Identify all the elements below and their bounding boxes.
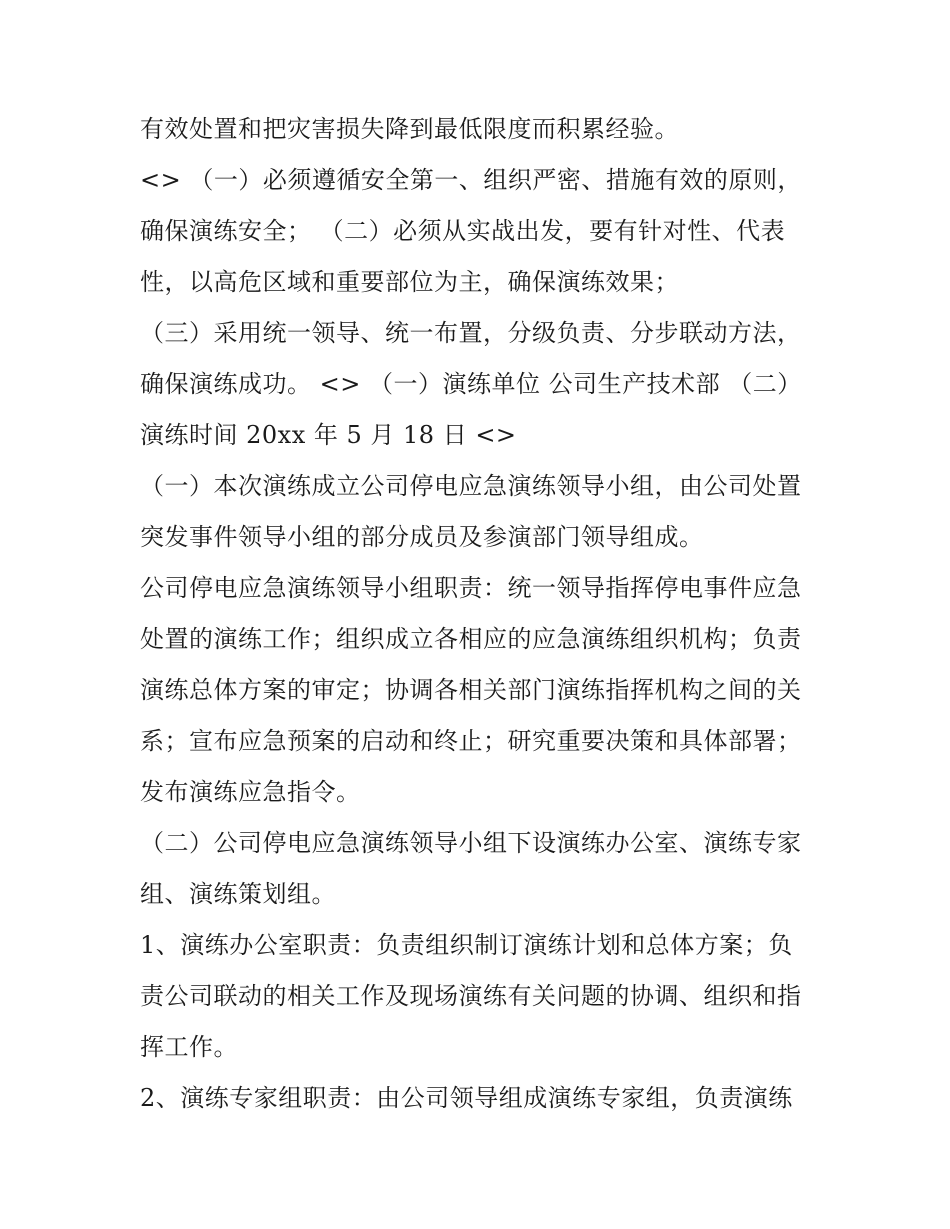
paragraph-2: <> （一）必须遵循安全第一、组织严密、措施有效的原则，确保演练安全； （二）必须从实战出发，要有针对性、代表性，以高危区域和重要部位为主，确保演练效果； [140,166,802,296]
paragraph-7: 1、演练办公室职责：负责组织制订演练计划和总体方案；负责公司联动的相关工作及现场演练有关问题的协调、组织和指挥工作。 [140,931,802,1061]
paragraph-5: 公司停电应急演练领导小组职责：统一领导指挥停电事件应急处置的演练工作；组织成立各相应的应急演练组织机构；负责演练总体方案的审定；协调各相关部门演练指挥机构之间的关系；宣布应急预案的启动和终止；研究重要决策和具体部署；发布演练应急指令。 [140,574,802,806]
document-body [140,104,815,1124]
paragraph-4: （一）本次演练成立公司停电应急演练领导小组，由公司处置突发事件领导小组的部分成员及参演部门领导组成。 [140,472,802,551]
paragraph-8: 2、演练专家组职责：由公司领导组成演练专家组，负责演练 [140,1084,793,1112]
paragraph-3: （三）采用统一领导、统一布置，分级负责、分步联动方法，确保演练成功。 <> （一）演练单位 公司生产技术部 （二）演练时间 20xx 年 5 月 18 日 <> [140,319,802,449]
paragraph-1: 有效处置和把灾害损失降到最低限度而积累经验。 [140,115,679,143]
paragraph-6: （二）公司停电应急演练领导小组下设演练办公室、演练专家组、演练策划组。 [140,829,802,908]
